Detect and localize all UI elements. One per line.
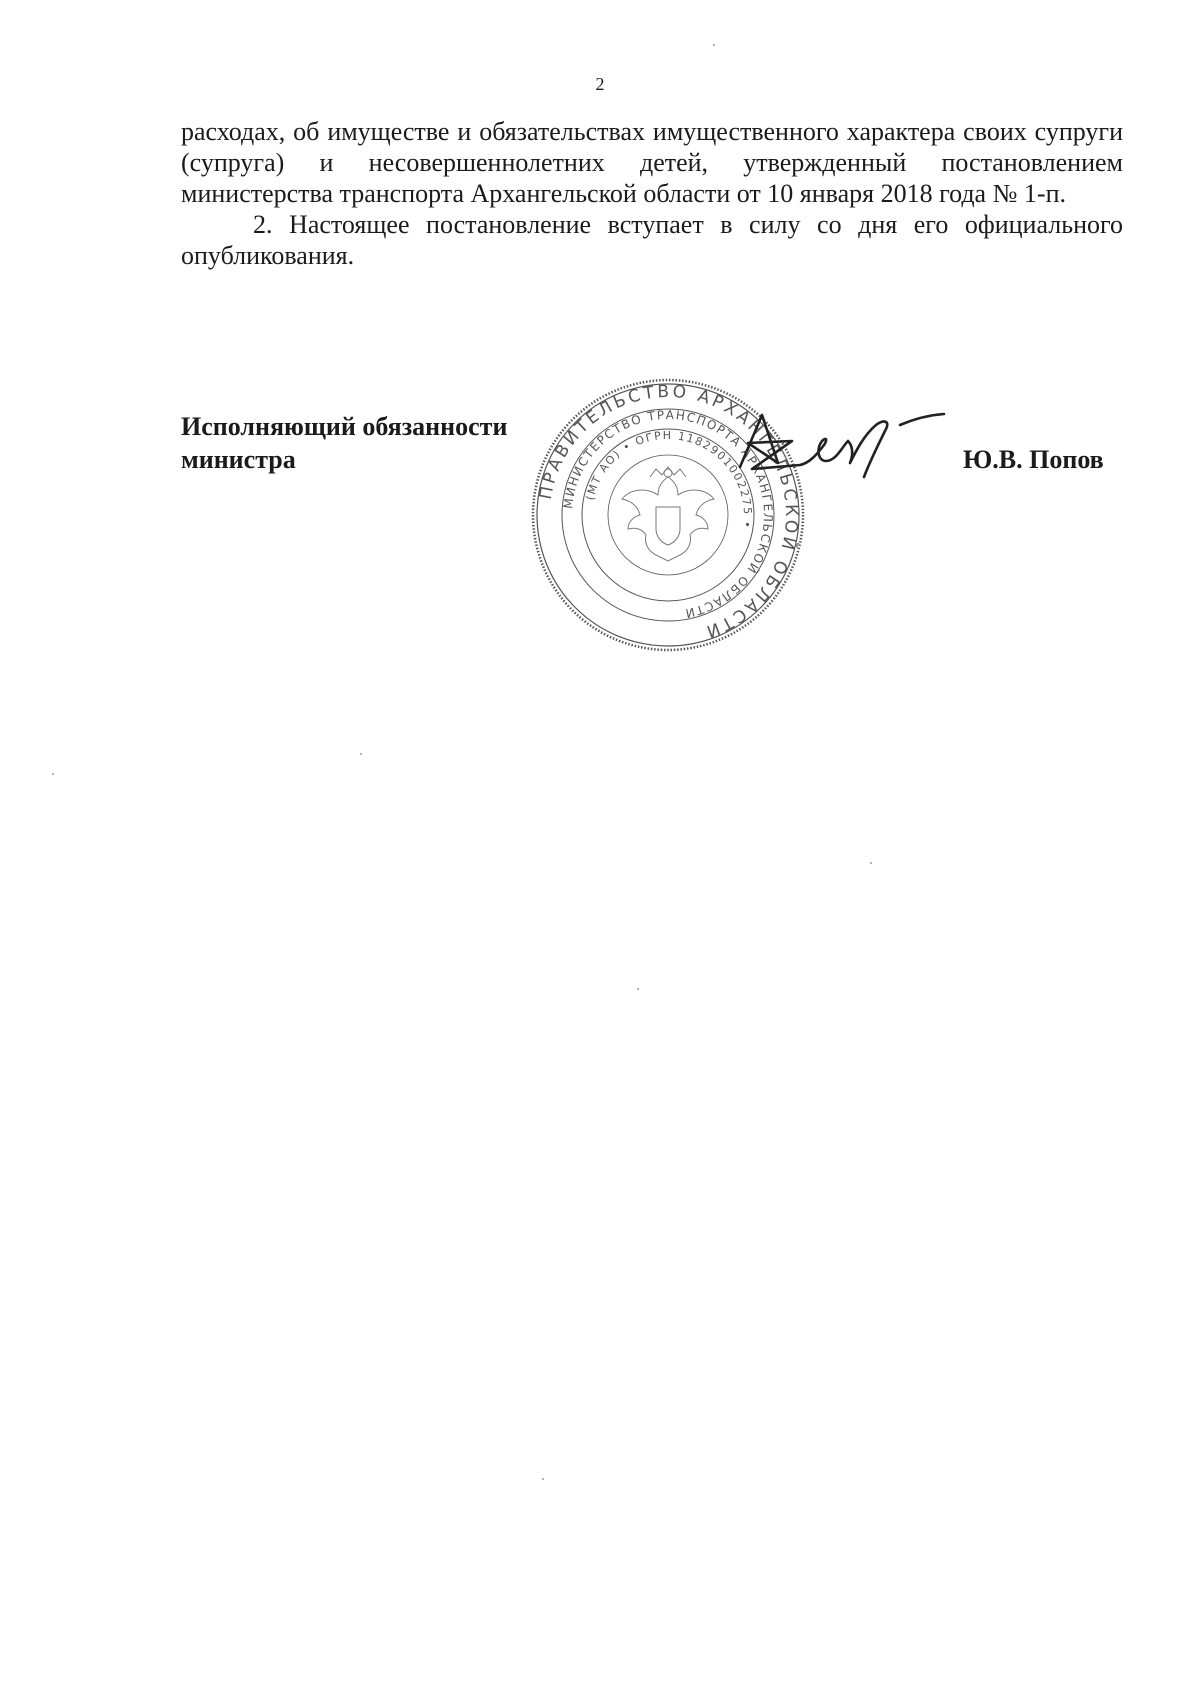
handwritten-signature xyxy=(730,405,960,515)
scan-speck xyxy=(637,988,639,990)
scan-speck xyxy=(713,44,715,46)
signature-scribble xyxy=(730,405,960,515)
signatory-position xyxy=(181,410,507,476)
signatory-position-line-1: Исполняющий обязанности xyxy=(181,412,508,441)
seal-middle-text: МИНИСТЕРСТВО ТРАНСПОРТА АРХАНГЕЛЬСКОЙ ОБЛАСТИ xyxy=(561,407,776,621)
scan-speck xyxy=(542,1478,544,1480)
scan-speck xyxy=(52,773,54,775)
signatory-name: Ю.В. Попов xyxy=(963,445,1104,474)
seal-inner-text: (МТ АО) • ОГРН 1182901002275 • xyxy=(583,428,755,530)
scan-speck xyxy=(360,753,362,755)
page-number: 2 xyxy=(595,74,605,94)
paragraph-continuation: расходах, об имуществе и обязательствах имущественного характера своих супруги (супруга) и несовершеннолетних детей, утвержденный постановлением министерства транспорта Архангельской области от 10 января 2018 года № 1-п. xyxy=(181,117,1123,208)
paragraph-entry-into-force: 2. Настоящее постановление вступает в силу со дня его официального опубликования. xyxy=(181,210,1123,270)
scan-speck xyxy=(870,862,872,864)
body-text xyxy=(181,116,1123,271)
coat-of-arms-icon xyxy=(622,467,714,561)
signatory-position-line-2: министра xyxy=(181,445,296,474)
seal-outer-text: ПРАВИТЕЛЬСТВО АРХАНГЕЛЬСКОЙ ОБЛАСТИ xyxy=(535,381,802,643)
